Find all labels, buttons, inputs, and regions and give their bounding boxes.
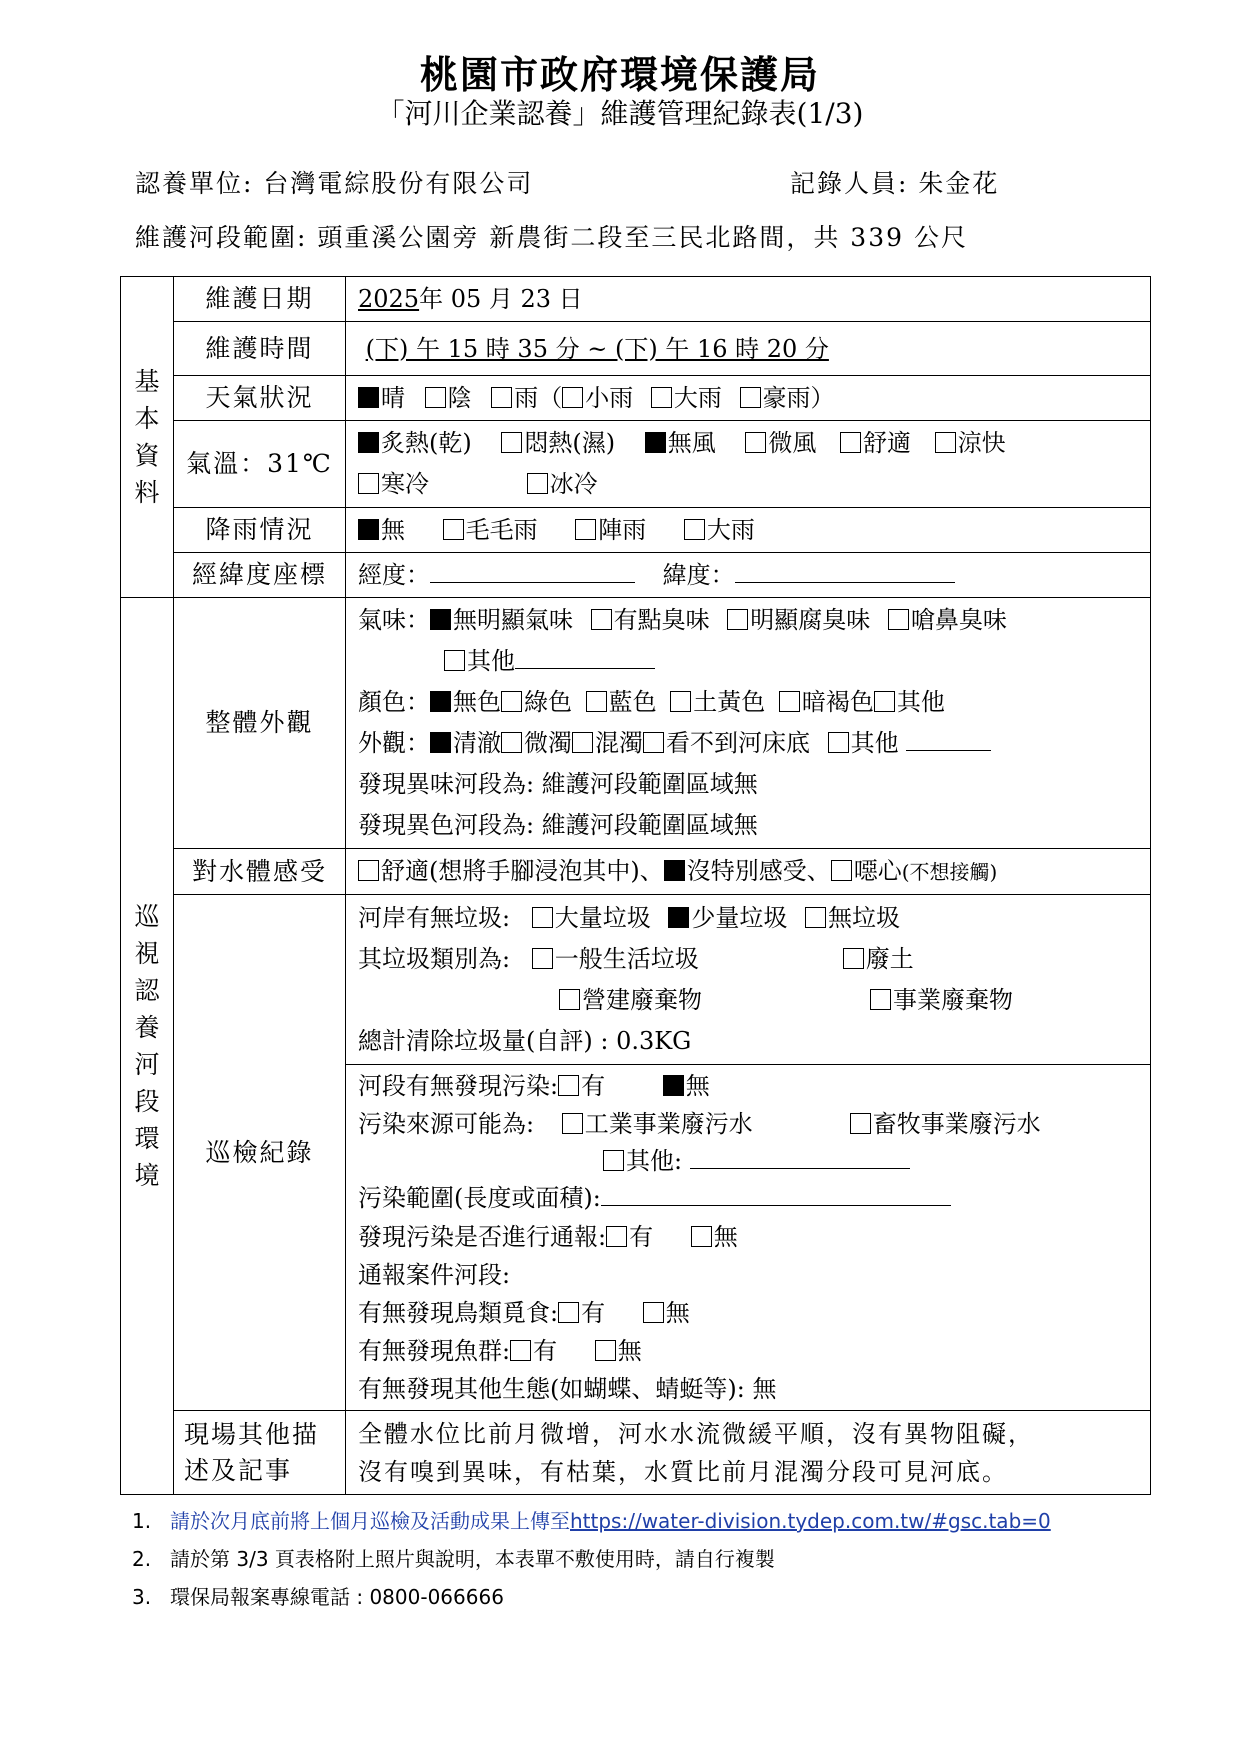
footnote-3-text: 環保局報案專線電話 : 0800-066666 xyxy=(170,1585,504,1609)
garbage-construction-label: 營建廢棄物 xyxy=(582,985,702,1014)
odd-smell-section: 發現異味河段為: 維護河段範圍區域無 xyxy=(358,770,758,798)
garbage-total: 總計清除垃圾量(自評) : 0.3KG xyxy=(358,1026,692,1055)
fish-no-label: 無 xyxy=(617,1337,642,1365)
pollution-yes-label: 有 xyxy=(581,1072,606,1100)
temp-muggy-label: 悶熱(濕) xyxy=(524,429,616,457)
feeling-comfortable-label: 舒適(想將手腳浸泡其中)、 xyxy=(381,857,664,885)
footnotes xyxy=(132,1502,1051,1616)
smell-other-row xyxy=(358,641,1138,682)
temp-cold-label: 寒冷 xyxy=(381,470,429,498)
odd-color-section: 發現異色河段為: 維護河段範圍區域無 xyxy=(358,811,758,839)
rainfall-drizzle-checkbox[interactable] xyxy=(443,519,464,540)
look-turbid-checkbox[interactable] xyxy=(572,732,593,753)
color-brown-checkbox[interactable] xyxy=(779,691,800,712)
smell-slight-checkbox[interactable] xyxy=(591,609,612,630)
source-label: 污染來源可能為: xyxy=(358,1110,535,1138)
appearance-options xyxy=(346,598,1151,849)
fish-yes-label: 有 xyxy=(533,1337,558,1365)
garbage-large-label: 大量垃圾 xyxy=(554,903,651,932)
color-green-label: 綠色 xyxy=(524,688,572,716)
adopter-field xyxy=(135,164,533,200)
garbage-household-checkbox[interactable] xyxy=(532,948,553,969)
garbage-presence-row xyxy=(358,898,1138,939)
weather-cloudy-label: 陰 xyxy=(447,384,472,412)
latitude-label: 緯度： xyxy=(662,561,735,589)
look-turbid-label: 混濁 xyxy=(595,729,643,757)
smell-other-field[interactable] xyxy=(515,643,655,669)
color-blue-label: 藍色 xyxy=(608,688,657,716)
group-basic xyxy=(121,277,174,598)
look-no-bed-checkbox[interactable] xyxy=(643,732,664,753)
look-label: 外觀： xyxy=(358,729,430,757)
reported-section: 通報案件河段: xyxy=(358,1261,511,1289)
footnote-1-text: 請於次月底前將上個月巡檢及活動成果上傳至 xyxy=(170,1509,570,1533)
range-value: 頭重溪公園旁 新農街二段至三民北路間，共 339 公尺 xyxy=(317,223,968,252)
rainfall-none-checkbox[interactable] xyxy=(358,519,379,540)
smell-slight-label: 有點臭味 xyxy=(613,606,710,634)
time-value xyxy=(346,322,1151,376)
range-field xyxy=(135,218,968,254)
source-livestock-label: 畜牧事業廢污水 xyxy=(872,1110,1041,1138)
fish-label: 有無發現魚群: xyxy=(358,1337,511,1365)
notes-value xyxy=(346,1411,1151,1495)
pollution-label: 河段有無發現污染: xyxy=(358,1072,559,1100)
weather-sunny-label: 晴 xyxy=(381,384,405,412)
temp-row-1 xyxy=(358,423,1138,464)
notes-line-1: 全體水位比前月微增，河水水流微緩平順，沒有異物阻礙， xyxy=(358,1419,1034,1448)
garbage-section xyxy=(346,895,1151,1065)
garbage-large-checkbox[interactable] xyxy=(532,907,553,928)
latitude-field[interactable] xyxy=(735,557,955,583)
look-slightly-turbid-checkbox[interactable] xyxy=(501,732,522,753)
birds-yes-checkbox[interactable] xyxy=(558,1302,579,1323)
garbage-small-label: 少量垃圾 xyxy=(691,903,788,932)
date-year: 2025 xyxy=(358,285,420,313)
birds-yes-label: 有 xyxy=(581,1299,606,1327)
source-row xyxy=(358,1105,1138,1143)
temp-breeze-label: 微風 xyxy=(768,429,817,457)
rainfall-drizzle-label: 毛毛雨 xyxy=(465,516,538,544)
longitude-label: 經度： xyxy=(358,561,430,589)
smell-none-label: 無明顯氣味 xyxy=(453,606,573,634)
feeling-options xyxy=(346,849,1151,895)
source-other-checkbox[interactable] xyxy=(603,1150,624,1171)
pollution-yes-checkbox[interactable] xyxy=(558,1075,579,1096)
look-clear-label: 清澈 xyxy=(453,729,501,757)
look-clear-checkbox[interactable] xyxy=(430,732,451,753)
birds-row xyxy=(358,1294,1138,1332)
time-label: 維護時間 xyxy=(174,322,346,376)
temp-hot-dry-checkbox[interactable] xyxy=(358,432,379,453)
garbage-construction-checkbox[interactable] xyxy=(559,989,580,1010)
weather-storm-label: 豪雨） xyxy=(762,384,835,412)
source-livestock-checkbox[interactable] xyxy=(850,1113,871,1134)
rainfall-heavy-label: 大雨 xyxy=(706,516,755,544)
pollution-no-label: 無 xyxy=(685,1072,710,1100)
garbage-presence-label: 河岸有無垃圾: xyxy=(358,903,511,932)
weather-heavy-rain-label: 大雨 xyxy=(673,384,722,412)
adopter-value: 台灣電綜股份有限公司 xyxy=(263,169,534,198)
fish-row xyxy=(358,1332,1138,1370)
color-row xyxy=(358,682,1138,723)
footnote-1-number: 1. xyxy=(132,1509,152,1533)
weather-light-rain-label: 小雨 xyxy=(585,384,634,412)
rainfall-label: 降雨情況 xyxy=(174,508,346,553)
weather-label: 天氣狀況 xyxy=(174,376,346,421)
reported-no-label: 無 xyxy=(713,1223,738,1251)
birds-no-checkbox[interactable] xyxy=(643,1302,664,1323)
footnote-3 xyxy=(132,1578,1051,1616)
temp-icy-label: 冰冷 xyxy=(549,470,598,498)
color-brown-label: 暗褐色 xyxy=(801,688,874,716)
temp-no-wind-checkbox[interactable] xyxy=(645,432,666,453)
garbage-none-checkbox[interactable] xyxy=(805,907,826,928)
color-yellow-checkbox[interactable] xyxy=(670,691,691,712)
color-none-checkbox[interactable] xyxy=(430,691,451,712)
extent-field[interactable] xyxy=(601,1180,951,1206)
temp-icy-checkbox[interactable] xyxy=(527,473,548,494)
garbage-industrial-checkbox[interactable] xyxy=(870,989,891,1010)
weather-options xyxy=(346,376,1151,421)
look-slightly-turbid-label: 微濁 xyxy=(524,729,572,757)
footnote-2-number: 2. xyxy=(132,1547,152,1571)
look-other-label: 其他 xyxy=(850,729,899,757)
smell-none-checkbox[interactable] xyxy=(430,609,451,630)
color-yellow-label: 土黃色 xyxy=(693,688,766,716)
source-other-label: 其他: xyxy=(626,1147,683,1175)
look-row xyxy=(358,723,1138,764)
temp-no-wind-label: 無風 xyxy=(667,429,716,457)
date-value xyxy=(346,277,1151,322)
rainfall-heavy-checkbox[interactable] xyxy=(684,519,705,540)
temp-comfortable-checkbox[interactable] xyxy=(840,432,861,453)
temp-row-2 xyxy=(358,464,1138,505)
feeling-comfortable-checkbox[interactable] xyxy=(358,860,379,881)
feeling-disgust-checkbox[interactable] xyxy=(831,860,852,881)
feeling-nothing-checkbox[interactable] xyxy=(664,860,685,881)
birds-no-label: 無 xyxy=(665,1299,690,1327)
garbage-type-row-2 xyxy=(358,980,1138,1021)
garbage-household-label: 一般生活垃圾 xyxy=(554,944,699,973)
source-other-row xyxy=(358,1143,1138,1178)
pollution-section xyxy=(346,1065,1151,1411)
weather-heavy-rain-checkbox[interactable] xyxy=(651,387,672,408)
smell-pungent-checkbox[interactable] xyxy=(888,609,909,630)
feeling-disgust-note: (不想接觸) xyxy=(901,860,998,884)
temp-breeze-checkbox[interactable] xyxy=(745,432,766,453)
garbage-small-checkbox[interactable] xyxy=(668,907,689,928)
fish-no-checkbox[interactable] xyxy=(595,1340,616,1361)
rainfall-shower-label: 陣雨 xyxy=(598,516,647,544)
weather-sunny-checkbox[interactable] xyxy=(358,387,379,408)
footnote-1 xyxy=(132,1502,1051,1540)
smell-other-label: 其他 xyxy=(467,647,515,675)
reported-yes-checkbox[interactable] xyxy=(606,1226,627,1247)
color-other-label: 其他 xyxy=(896,688,945,716)
upload-link[interactable]: https://water-division.tydep.com.tw/#gsc.tab=0 xyxy=(570,1509,1051,1533)
temp-options xyxy=(346,421,1151,508)
temp-cold-checkbox[interactable] xyxy=(358,473,379,494)
range-label: 維護河段範圍: xyxy=(135,223,308,252)
rainfall-none-label: 無 xyxy=(381,516,405,544)
feeling-disgust-label: 噁心 xyxy=(853,857,902,885)
weather-rain-label: 雨（ xyxy=(514,384,563,412)
feeling-nothing-label: 沒特別感受、 xyxy=(686,857,831,885)
notes-line-2: 沒有嗅到異味，有枯葉，水質比前月混濁分段可見河底。 xyxy=(358,1457,1008,1486)
reported-row xyxy=(358,1218,1138,1256)
recorder-label: 記錄人員: xyxy=(790,169,909,198)
smell-other-checkbox[interactable] xyxy=(444,650,465,671)
pollution-row xyxy=(358,1067,1138,1105)
notes-label: 現場其他描述及記事 xyxy=(174,1411,346,1495)
adopter-label: 認養單位: xyxy=(135,169,254,198)
garbage-industrial-label: 事業廢棄物 xyxy=(893,985,1013,1014)
look-other-checkbox[interactable] xyxy=(828,732,849,753)
page-title: 桃園市政府環境保護局 xyxy=(419,52,820,97)
garbage-type-label: 其垃圾類別為: xyxy=(358,944,511,973)
footnote-2 xyxy=(132,1540,1051,1578)
look-no-bed-label: 看不到河床底 xyxy=(666,729,810,757)
group-patrol xyxy=(121,598,174,1495)
weather-light-rain-checkbox[interactable] xyxy=(562,387,583,408)
color-other-checkbox[interactable] xyxy=(874,691,895,712)
temp-muggy-checkbox[interactable] xyxy=(501,432,522,453)
feeling-label: 對水體感受 xyxy=(174,849,346,895)
appearance-label: 整體外觀 xyxy=(174,598,346,849)
temp-cool-checkbox[interactable] xyxy=(935,432,956,453)
reported-no-checkbox[interactable] xyxy=(691,1226,712,1247)
time-range: (下) 午 15 時 35 分 ~ (下) 午 16 時 20 分 xyxy=(365,334,829,363)
other-eco-row: 有無發現其他生態(如蝴蝶、蜻蜓等): 無 xyxy=(358,1375,777,1403)
extent-row xyxy=(358,1178,1138,1218)
recorder-value: 朱金花 xyxy=(918,169,1000,198)
temp-label: 氣溫：31℃ xyxy=(174,421,346,508)
garbage-none-label: 無垃圾 xyxy=(828,903,901,932)
birds-label: 有無發現鳥類覓食: xyxy=(358,1299,559,1327)
footnote-2-text: 請於第 3/3 頁表格附上照片與說明，本表單不敷使用時，請自行複製 xyxy=(170,1547,775,1571)
record-table xyxy=(120,276,1151,1495)
group-patrol-label: 巡視認養河段環境 xyxy=(134,902,160,1190)
color-none-label: 無色 xyxy=(453,688,501,716)
coord-value xyxy=(346,553,1151,598)
smell-rotten-label: 明顯腐臭味 xyxy=(750,606,871,634)
color-green-checkbox[interactable] xyxy=(501,691,522,712)
form-subtitle: 「河川企業認養」維護管理紀錄表(1/3) xyxy=(376,97,864,130)
weather-cloudy-checkbox[interactable] xyxy=(425,387,446,408)
pollution-no-checkbox[interactable] xyxy=(663,1075,684,1096)
date-label: 維護日期 xyxy=(174,277,346,322)
rainfall-shower-checkbox[interactable] xyxy=(575,519,596,540)
temp-comfortable-label: 舒適 xyxy=(863,429,912,457)
garbage-type-row xyxy=(358,939,1138,980)
smell-label: 氣味： xyxy=(358,606,430,634)
source-industrial-label: 工業事業廢污水 xyxy=(584,1110,753,1138)
temp-cool-label: 涼快 xyxy=(957,429,1006,457)
fish-yes-checkbox[interactable] xyxy=(510,1340,531,1361)
reported-label: 發現污染是否進行通報: xyxy=(358,1223,607,1251)
source-industrial-checkbox[interactable] xyxy=(562,1113,583,1134)
color-label: 顏色： xyxy=(358,688,430,716)
look-other-field[interactable] xyxy=(906,725,991,751)
garbage-soil-checkbox[interactable] xyxy=(843,948,864,969)
weather-rain-checkbox[interactable] xyxy=(491,387,512,408)
weather-storm-checkbox[interactable] xyxy=(740,387,761,408)
source-other-field[interactable] xyxy=(690,1143,910,1169)
extent-label: 污染範圍(長度或面積): xyxy=(358,1184,601,1212)
smell-row xyxy=(358,600,1138,641)
coord-label: 經緯度座標 xyxy=(174,553,346,598)
rainfall-options xyxy=(346,508,1151,553)
reported-yes-label: 有 xyxy=(629,1223,654,1251)
garbage-soil-label: 廢土 xyxy=(865,944,914,973)
recorder-field xyxy=(790,164,999,200)
footnote-3-number: 3. xyxy=(132,1585,152,1609)
date-rest: 年 05 月 23 日 xyxy=(419,285,583,313)
color-blue-checkbox[interactable] xyxy=(586,691,607,712)
patrol-label: 巡檢紀錄 xyxy=(174,895,346,1411)
smell-rotten-checkbox[interactable] xyxy=(727,609,748,630)
temp-hot-dry-label: 炙熱(乾) xyxy=(381,429,472,457)
group-basic-label: 基本資料 xyxy=(134,367,160,507)
smell-pungent-label: 嗆鼻臭味 xyxy=(910,606,1007,634)
longitude-field[interactable] xyxy=(430,557,635,583)
